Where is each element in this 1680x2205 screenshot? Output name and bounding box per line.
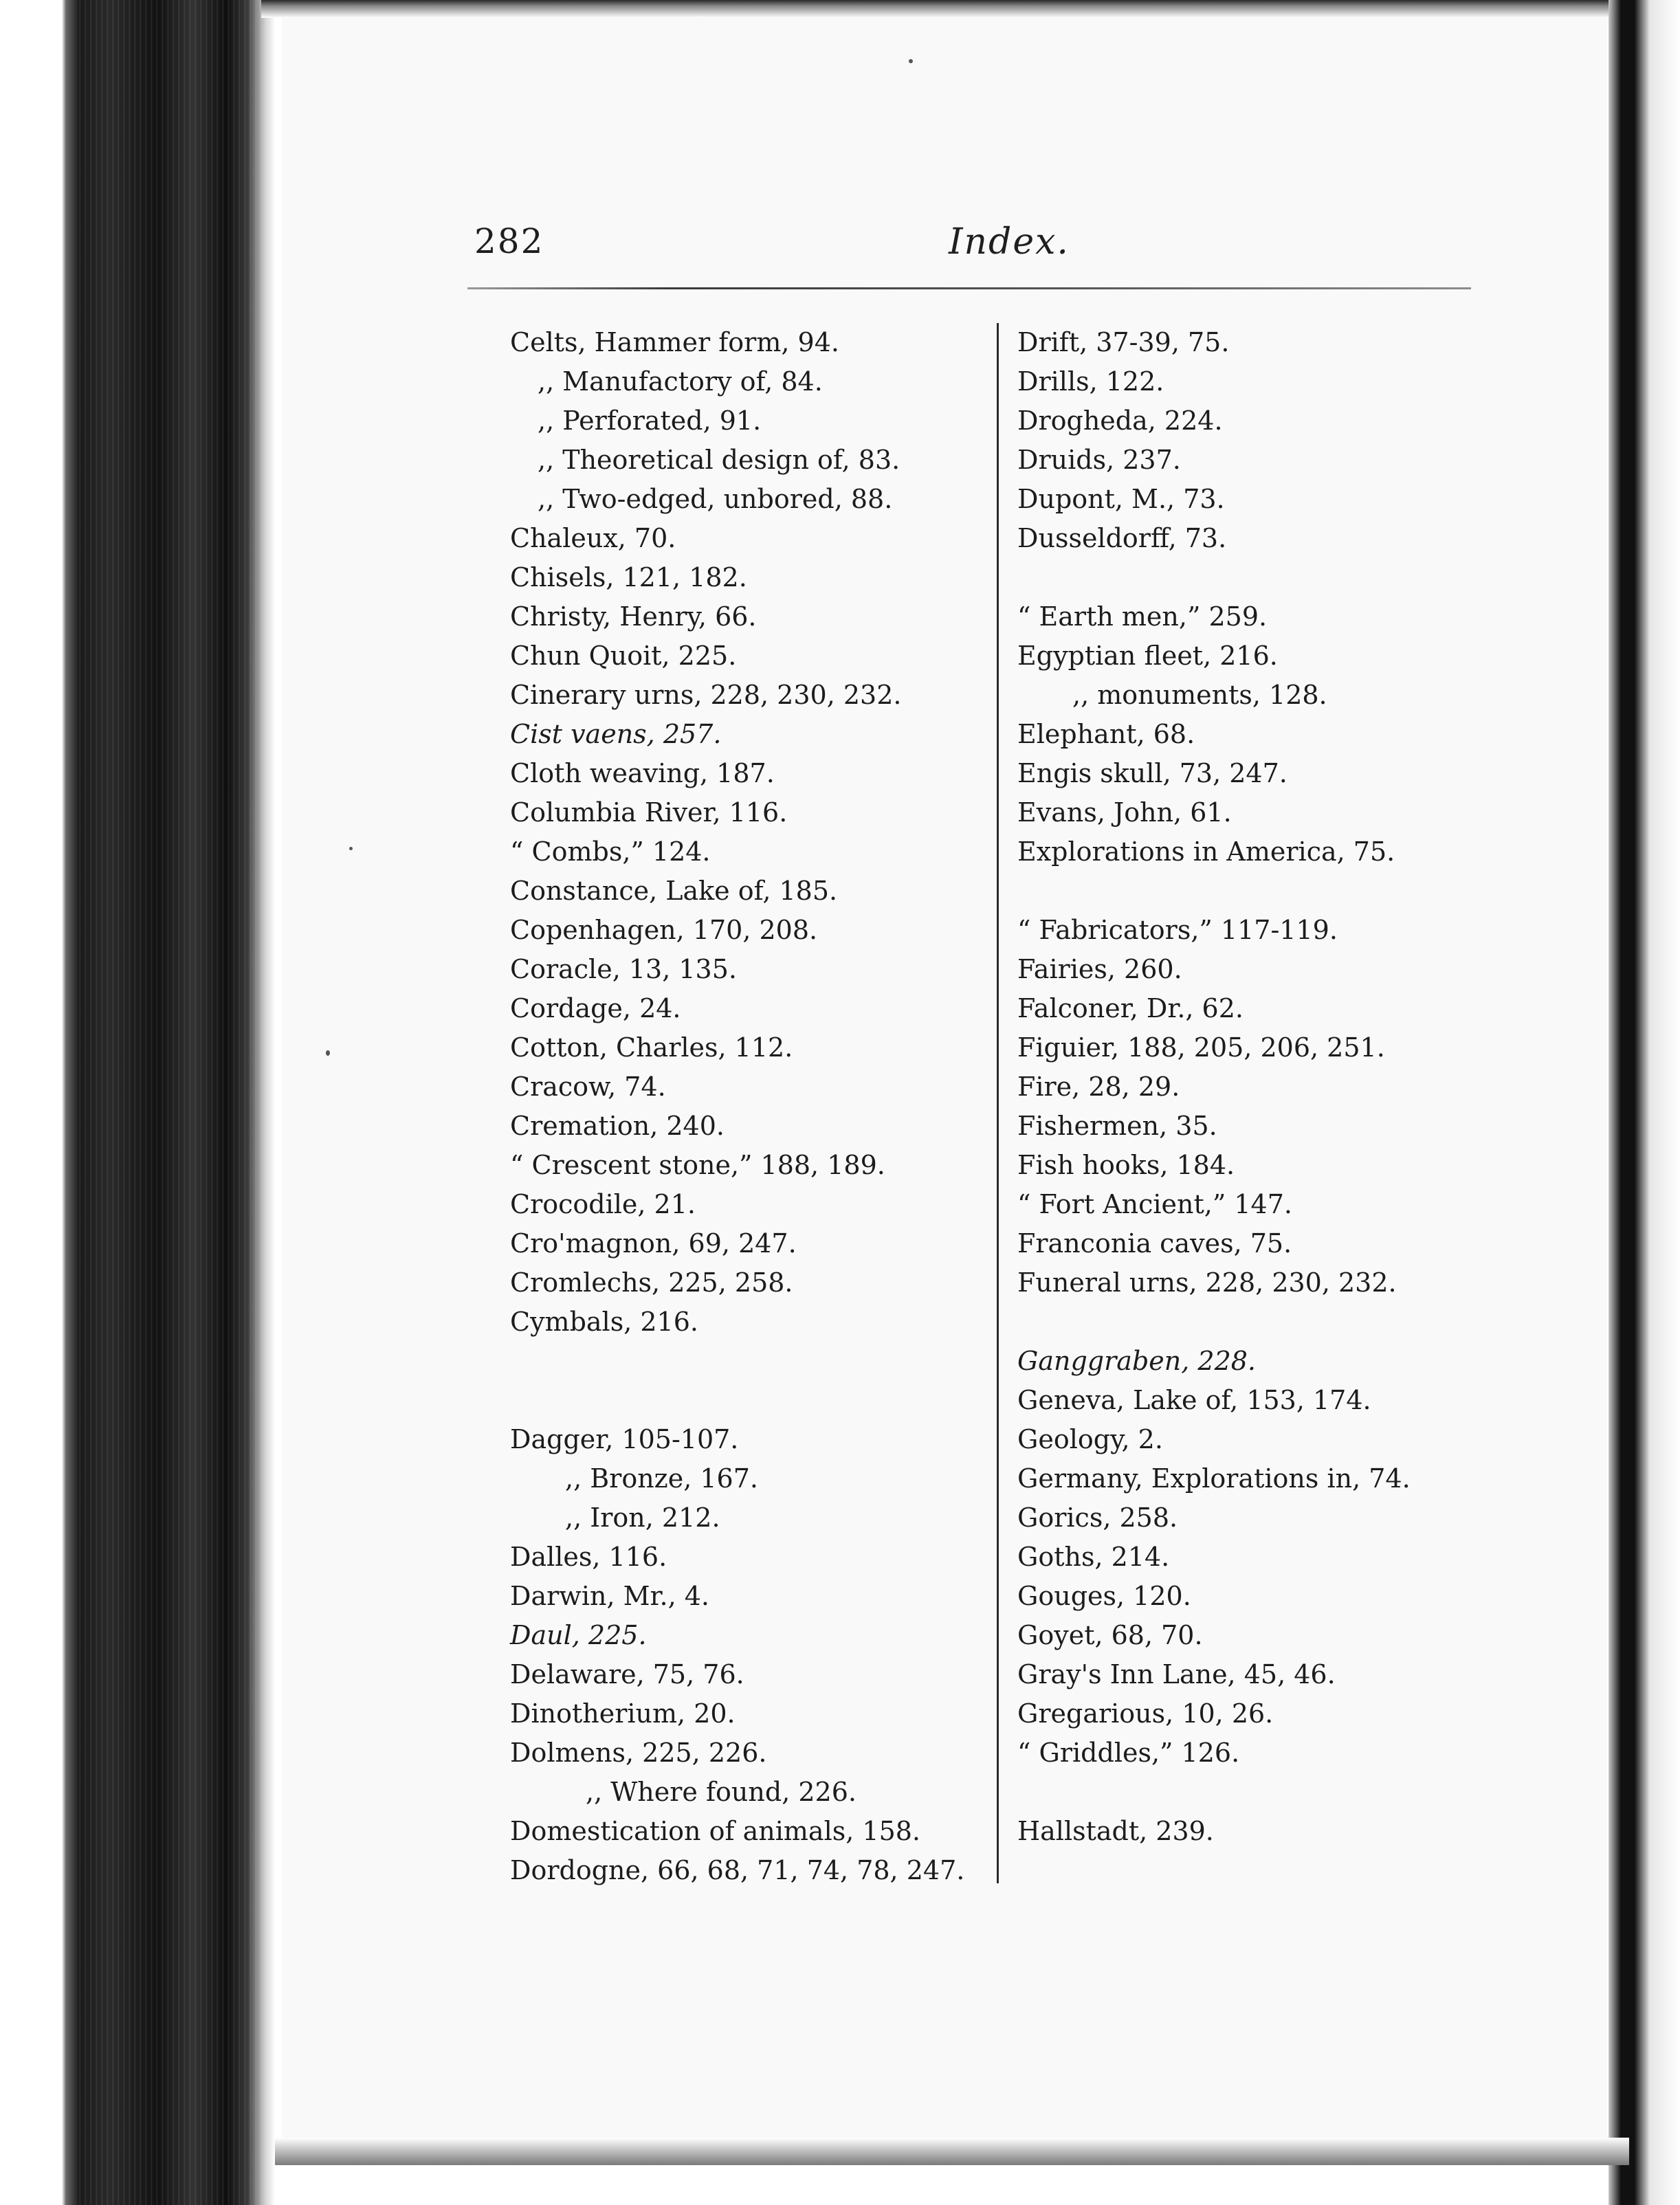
index-subentry: ,, Iron, 212. — [565, 1503, 720, 1533]
index-subentry: ,, Perforated, 91. — [538, 406, 762, 436]
index-entry: Druids, 237. — [1017, 445, 1181, 475]
index-entry: Dinotherium, 20. — [510, 1698, 736, 1729]
running-header — [474, 221, 1471, 276]
index-subentry: ,, Where found, 226. — [586, 1777, 856, 1807]
index-entry: Crocodile, 21. — [510, 1189, 696, 1219]
print-speck — [909, 59, 913, 63]
column-divider — [997, 323, 999, 1883]
index-entry: Cotton, Charles, 112. — [510, 1032, 793, 1063]
index-entry: Fire, 28, 29. — [1017, 1072, 1180, 1102]
index-entry: Geneva, Lake of, 153, 174. — [1017, 1385, 1371, 1415]
index-entry: Darwin, Mr., 4. — [510, 1581, 709, 1611]
index-entry: Gregarious, 10, 26. — [1017, 1698, 1274, 1729]
index-entry: Dalles, 116. — [510, 1542, 667, 1572]
index-entry: “ Earth men,” 259. — [1017, 601, 1268, 632]
index-entry: Delaware, 75, 76. — [510, 1659, 744, 1689]
page-edge-stripes — [76, 0, 275, 2205]
index-entry: Cloth weaving, 187. — [510, 758, 775, 788]
index-column-right — [1017, 323, 1471, 1851]
index-entry: Gouges, 120. — [1017, 1581, 1191, 1611]
index-subentry: ,, Theoretical design of, 83. — [538, 445, 900, 475]
index-entry: Explorations in America, 75. — [1017, 836, 1395, 867]
index-entry: Cist vaens, 257. — [510, 719, 722, 749]
index-entry: Chun Quoit, 225. — [510, 641, 737, 671]
facing-page-edge — [1609, 0, 1680, 2205]
print-speck — [349, 847, 353, 850]
index-entry: Cremation, 240. — [510, 1111, 725, 1141]
index-entry: Gray's Inn Lane, 45, 46. — [1017, 1659, 1336, 1689]
index-subentry: ,, Bronze, 167. — [565, 1463, 758, 1494]
index-entry: Cromlechs, 225, 258. — [510, 1267, 793, 1298]
index-entry: Franconia caves, 75. — [1017, 1228, 1292, 1259]
index-entry: Dupont, M., 73. — [1017, 484, 1225, 514]
index-entry: Domestication of animals, 158. — [510, 1816, 920, 1846]
index-entry: Celts, Hammer form, 94. — [510, 327, 839, 357]
index-entry: Cro'magnon, 69, 247. — [510, 1228, 797, 1259]
index-entry: Cracow, 74. — [510, 1072, 666, 1102]
index-entry: “ Crescent stone,” 188, 189. — [510, 1150, 885, 1180]
index-entry: Chisels, 121, 182. — [510, 562, 747, 592]
index-entry: Drogheda, 224. — [1017, 406, 1223, 436]
index-subentry: ,, Manufactory of, 84. — [538, 366, 823, 397]
index-entry: Gorics, 258. — [1017, 1503, 1178, 1533]
index-entry: Hallstadt, 239. — [1017, 1816, 1214, 1846]
index-entry: Evans, John, 61. — [1017, 797, 1232, 828]
index-entry: Funeral urns, 228, 230, 232. — [1017, 1267, 1397, 1298]
index-entry: Dusseldorff, 73. — [1017, 523, 1227, 553]
index-entry: “ Combs,” 124. — [510, 836, 711, 867]
index-entry: Dordogne, 66, 68, 71, 74, 78, 247. — [510, 1855, 965, 1885]
page-bottom-shadow — [275, 2138, 1629, 2165]
index-subentry: ,, monuments, 128. — [1072, 680, 1327, 710]
index-entry: Elephant, 68. — [1017, 719, 1195, 749]
index-subentry: ,, Two-edged, unbored, 88. — [538, 484, 893, 514]
index-entry: Figuier, 188, 205, 206, 251. — [1017, 1032, 1385, 1063]
index-entry: Christy, Henry, 66. — [510, 601, 757, 632]
index-section-gap — [1017, 558, 1471, 597]
index-entry: Fairies, 260. — [1017, 954, 1182, 984]
print-speck — [326, 1050, 330, 1056]
index-entry: Fishermen, 35. — [1017, 1111, 1217, 1141]
index-entry: Germany, Explorations in, 74. — [1017, 1463, 1411, 1494]
running-title: Index. — [949, 221, 1070, 263]
index-entry: Dolmens, 225, 226. — [510, 1738, 767, 1768]
index-section-gap — [1017, 1303, 1471, 1342]
index-entry: Copenhagen, 170, 208. — [510, 915, 818, 945]
index-entry: “ Griddles,” 126. — [1017, 1738, 1240, 1768]
index-entry: “ Fort Ancient,” 147. — [1017, 1189, 1292, 1219]
index-section-gap — [510, 1342, 984, 1420]
index-entry: Columbia River, 116. — [510, 797, 788, 828]
index-entry: Engis skull, 73, 247. — [1017, 758, 1287, 788]
index-entry: Chaleux, 70. — [510, 523, 676, 553]
page-top-shadow — [261, 0, 1629, 18]
index-entry: Cinerary urns, 228, 230, 232. — [510, 680, 902, 710]
index-entry: “ Fabricators,” 117-119. — [1017, 915, 1338, 945]
index-entry: Fish hooks, 184. — [1017, 1150, 1235, 1180]
index-section-gap — [1017, 872, 1471, 911]
index-entry: Coracle, 13, 135. — [510, 954, 737, 984]
index-entry: Cordage, 24. — [510, 993, 681, 1023]
index-entry: Cymbals, 216. — [510, 1307, 698, 1337]
index-entry: Geology, 2. — [1017, 1424, 1163, 1454]
index-entry: Goths, 214. — [1017, 1542, 1170, 1572]
index-entry: Goyet, 68, 70. — [1017, 1620, 1203, 1650]
index-column-left — [510, 323, 984, 1890]
index-entry: Drift, 37-39, 75. — [1017, 327, 1230, 357]
index-entry: Falconer, Dr., 62. — [1017, 993, 1244, 1023]
page-number: 282 — [474, 221, 544, 261]
index-section-gap — [1017, 1773, 1471, 1812]
index-entry: Ganggraben, 228. — [1017, 1346, 1257, 1376]
index-entry: Constance, Lake of, 185. — [510, 876, 838, 906]
index-entry: Daul, 225. — [510, 1620, 647, 1650]
index-entry: Egyptian fleet, 216. — [1017, 641, 1278, 671]
index-entry: Drills, 122. — [1017, 366, 1164, 397]
header-rule — [467, 287, 1471, 289]
index-entry: Dagger, 105-107. — [510, 1424, 739, 1454]
